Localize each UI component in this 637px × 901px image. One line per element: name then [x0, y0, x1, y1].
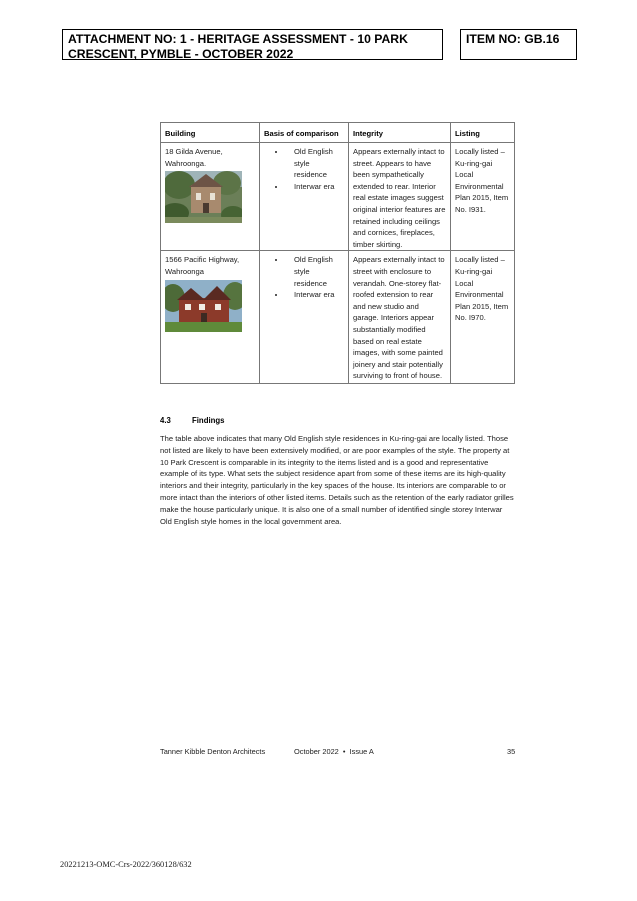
building-name: 1566 Pacific Highway, Wahroonga [165, 255, 240, 276]
section-number: 4.3 [160, 416, 171, 425]
column-header: Basis of comparison [260, 123, 349, 143]
footer-date-issue: October 2022 • Issue A [294, 747, 374, 756]
comparison-table [160, 122, 515, 384]
building-cell [161, 143, 260, 251]
listing-cell: Locally listed – Ku-ring-gai Local Environmental Plan 2015, Item No. I931. [451, 143, 515, 251]
building-name: 18 Gilda Avenue, Wahroonga. [165, 147, 223, 168]
list-item: • Old English style residence [286, 254, 344, 289]
table-row [161, 251, 515, 384]
table-row [161, 143, 515, 251]
listing-cell: Locally listed – Ku-ring-gai Local Environmental Plan 2015, Item No. I970. [451, 251, 515, 384]
basis-cell [260, 143, 349, 251]
house-photo-icon [165, 280, 242, 332]
integrity-cell: Appears externally intact to street. Appears to have been sympathetically extended to rear. Interior real estate images suggest original interior features are retained including ceilings and cornices, fireplaces, timber skirting. [349, 143, 451, 251]
building-cell [161, 251, 260, 384]
footer-firm: Tanner Kibble Denton Architects [160, 747, 266, 756]
list-item: • Old English style residence [286, 146, 344, 181]
house-photo-icon [165, 171, 242, 223]
basis-list [264, 254, 344, 300]
column-header: Listing [451, 123, 515, 143]
basis-list [264, 146, 344, 192]
column-header: Building [161, 123, 260, 143]
table-header-row [161, 123, 515, 143]
section-title: Findings [192, 416, 225, 425]
column-header: Integrity [349, 123, 451, 143]
findings-paragraph: The table above indicates that many Old English style residences in Ku-ring-gai are locally listed. Those not listed are likely to have been extensively modified, or are poor examples of the style. The property at 10 Park Crescent is comparable in its integrity to the items listed and is a good and representative example of its type. What sets the subject residence apart from some of these items are its high-quality interiors and their integrity, particularly in the key spaces of the house. Its interiors are comparable to or more intact than the interiors of other listed items. Details such as the retention of the early radiator grilles make the house particularly unique. It is also one of a small number of identified single storey Interwar Old English style homes in the local government area. [160, 434, 514, 526]
list-item: • Interwar era [286, 181, 344, 193]
document-reference: 20221213-OMC-Crs-2022/360128/632 [60, 860, 192, 869]
basis-cell [260, 251, 349, 384]
integrity-cell: Appears externally intact to street with enclosure to verandah. One-storey flat-roofed extension to rear and new studio and garage. Interiors appear substantially modified based on real estate images, with some painted joinery and stair potentially surviving to front of house. [349, 251, 451, 384]
section-heading [160, 416, 224, 425]
page-number: 35 [507, 747, 516, 756]
attachment-title: ATTACHMENT NO: 1 - HERITAGE ASSESSMENT - 10 PARK CRESCENT, PYMBLE - OCTOBER 2022 [62, 29, 443, 60]
list-item: • Interwar era [286, 289, 344, 301]
item-number: ITEM NO: GB.16 [460, 29, 577, 60]
